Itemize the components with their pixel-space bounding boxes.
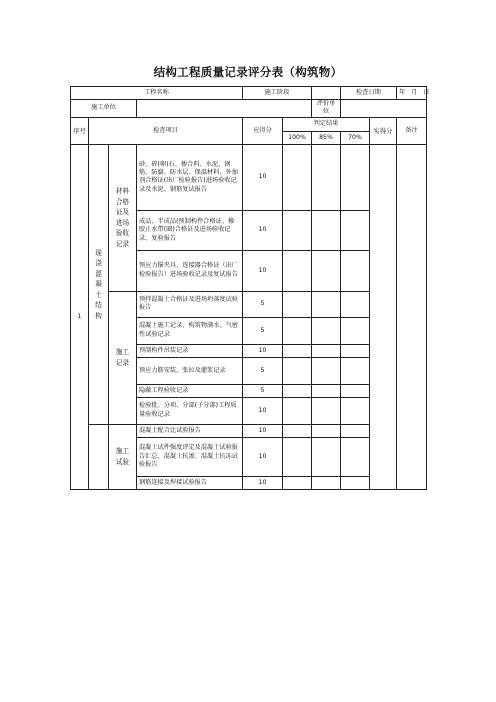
group-materials: 材料合格证及进场验收记录 xyxy=(109,144,137,291)
check-date-label: 检查日期 xyxy=(341,87,397,100)
item-cell: 预拌混凝土合格证及进场坍落度试验报告 xyxy=(137,291,243,317)
date-year: 年 xyxy=(399,88,406,96)
score-table xyxy=(70,86,430,490)
item-cell: 预应力筋安装、张拉及灌浆记录 xyxy=(137,357,243,384)
pct-100-cell xyxy=(283,357,312,384)
pct-100-cell xyxy=(283,384,312,397)
item-cell: 检验批、分项、分部(子分部)工程质量验收记录 xyxy=(137,397,243,424)
construction-unit-label: 施工单位 xyxy=(71,100,137,118)
group-construction-tests: 施工试验 xyxy=(109,424,137,489)
pct-70-cell xyxy=(341,250,370,291)
item-cell: 钢筋连接及焊接试验报告 xyxy=(137,476,243,489)
pct-70-cell xyxy=(341,357,370,384)
actual-score-header: 实得分 xyxy=(370,117,397,144)
pct-100-cell xyxy=(283,476,312,489)
score-cell: 10 xyxy=(243,476,283,489)
remark-cell xyxy=(397,144,427,489)
score-cell: 5 xyxy=(243,291,283,317)
score-cell: 10 xyxy=(243,397,283,424)
score-cell: 10 xyxy=(243,144,283,210)
stage-value xyxy=(312,87,341,100)
pct-85-cell xyxy=(312,384,341,397)
score-cell: 10 xyxy=(243,250,283,291)
pct-85-cell xyxy=(312,317,341,344)
pct-100-cell xyxy=(283,210,312,250)
pct-85-cell xyxy=(312,144,341,210)
pct-85-cell xyxy=(312,344,341,357)
pct-85-cell xyxy=(312,437,341,476)
pct-70-cell xyxy=(341,437,370,476)
pct-100-header: 100% xyxy=(283,131,312,144)
page-title: 结构工程质量记录评分表（构筑物） xyxy=(153,65,343,79)
date-month: 月 xyxy=(411,88,418,96)
seq-header: 序号 xyxy=(71,117,89,144)
pct-70-cell xyxy=(341,210,370,250)
pct-85-header: 85% xyxy=(312,131,341,144)
date-value xyxy=(397,87,430,100)
remark-header: 备注 xyxy=(397,117,427,144)
pct-100-cell xyxy=(283,250,312,291)
pct-70-cell xyxy=(341,291,370,317)
score-header: 应得分 xyxy=(243,117,283,144)
pct-85-cell xyxy=(312,424,341,437)
pct-70-cell xyxy=(341,424,370,437)
pct-70-cell xyxy=(341,384,370,397)
pct-70-cell xyxy=(341,317,370,344)
score-cell: 5 xyxy=(243,384,283,397)
item-cell: 预应力锚夹具、连接器合格证（出厂检验报告）进场验收记录及复试报告 xyxy=(137,250,243,291)
header-row-unit xyxy=(71,100,427,118)
group-construction-records: 施工记录 xyxy=(109,291,137,424)
item-header: 检查项目 xyxy=(89,117,243,144)
pct-85-cell xyxy=(312,357,341,384)
evaluation-unit-label: 评价单位 xyxy=(312,100,341,118)
pct-100-cell xyxy=(283,317,312,344)
pct-85-cell xyxy=(312,210,341,250)
pct-100-cell xyxy=(283,144,312,210)
construction-unit-value xyxy=(137,100,312,118)
score-cell: 5 xyxy=(243,317,283,344)
stage-label: 施工阶段 xyxy=(243,87,312,100)
section-cell: 现浇混凝土结构 xyxy=(89,144,109,424)
pct-85-cell xyxy=(312,397,341,424)
score-cell: 10 xyxy=(243,210,283,250)
score-cell: 10 xyxy=(243,424,283,437)
item-cell: 混凝土试件强度评定及混凝土试验报告汇总、混凝土抗渗、混凝土抗冻试验报告 xyxy=(137,437,243,476)
pct-85-cell xyxy=(312,291,341,317)
pct-100-cell xyxy=(283,424,312,437)
seq-cell: 1 xyxy=(71,144,89,489)
pct-100-cell xyxy=(283,344,312,357)
item-cell: 隐蔽工程验收记录 xyxy=(137,384,243,397)
item-cell: 砂、碎(卵)石、掺合料、水泥、钢筋、防腐、防水层、保温材料、外加剂合格证(出厂检验报告)进场验收记录及水泥、钢筋复试报告 xyxy=(137,144,243,210)
table-row xyxy=(71,144,427,210)
header-row-columns-1 xyxy=(71,117,427,131)
section-cell-blank xyxy=(89,424,109,489)
pct-85-cell xyxy=(312,476,341,489)
pct-85-cell xyxy=(312,250,341,291)
item-cell: 成品、半成品(预制构件合格证、橡胶止水带(圈)合格证及进场验收记录、复验报告 xyxy=(137,210,243,250)
pct-100-cell xyxy=(283,291,312,317)
score-cell: 5 xyxy=(243,357,283,384)
judgement-header: 判定结果 xyxy=(283,117,370,131)
pct-70-cell xyxy=(341,476,370,489)
item-cell: 混凝土施工记录、构筑物满水、气密性试验记录 xyxy=(137,317,243,344)
pct-70-cell xyxy=(341,144,370,210)
evaluation-unit-value xyxy=(341,100,427,118)
header-row-project xyxy=(71,87,427,100)
item-cell: 预制构件吊装记录 xyxy=(137,344,243,357)
project-name-label: 工程名称 xyxy=(71,87,243,100)
pct-70-cell xyxy=(341,397,370,424)
date-day: 日 xyxy=(423,88,430,96)
score-cell: 10 xyxy=(243,437,283,476)
pct-70-cell xyxy=(341,344,370,357)
actual-score-cell xyxy=(370,144,397,489)
item-cell: 混凝土配合比试验报告 xyxy=(137,424,243,437)
pct-100-cell xyxy=(283,397,312,424)
pct-70-header: 70% xyxy=(341,131,370,144)
score-cell: 10 xyxy=(243,344,283,357)
pct-100-cell xyxy=(283,437,312,476)
